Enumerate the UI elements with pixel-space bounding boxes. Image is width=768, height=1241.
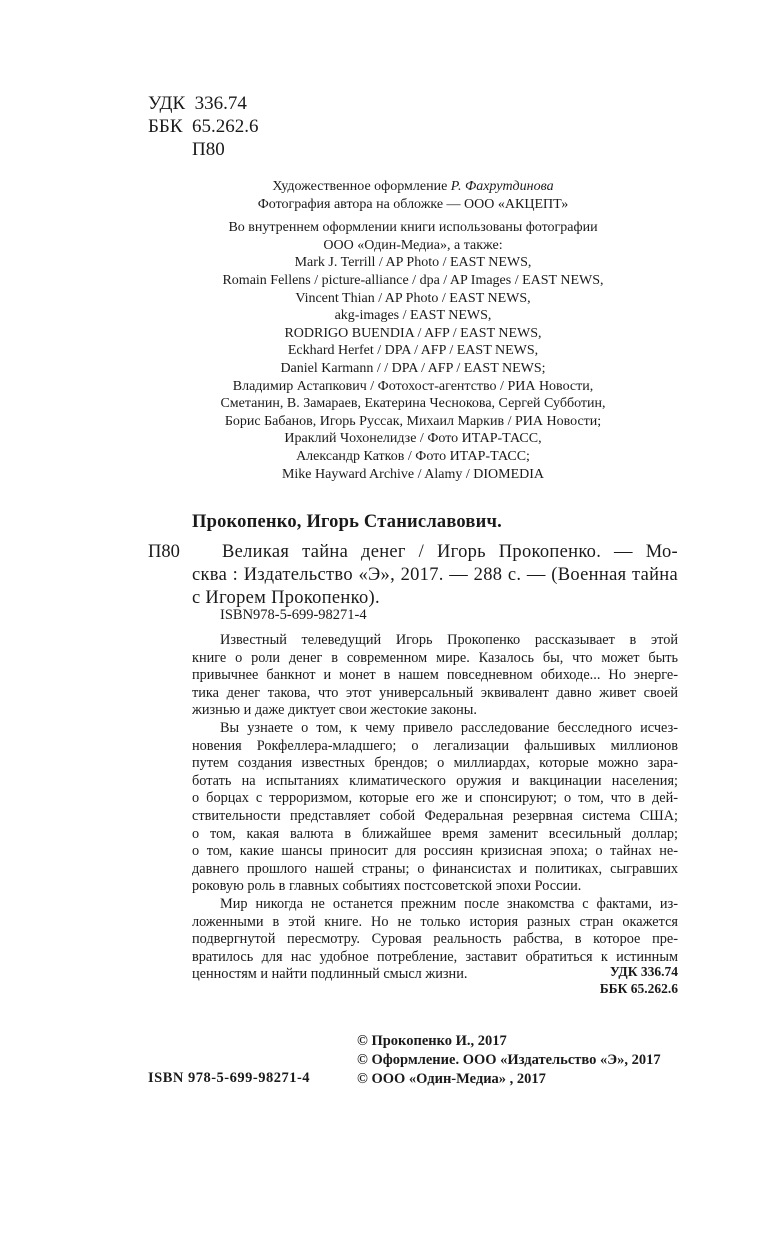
credit-line: Romain Fellens / picture-alliance / dpa / AP Images / EAST NEWS, [222,272,604,288]
catalog-title-line: сква : Издательство «Э», 2017. — 288 с. — (Военная тайна [192,565,678,585]
bbk-value: 65.262.6 [192,116,259,137]
annotation-line: подвергнутой пересмотру. Суровая реальность рабства, в которое пре- [192,931,678,948]
annotation-line: давнего прошлого нашей страны; о финансистах и политиках, сыгравших [192,860,678,877]
credit-line: Mark J. Terrill / AP Photo / EAST NEWS, [294,255,532,271]
credit-line: Ираклий Чохонелидзе / Фото ИТАР-ТАСС, [284,431,542,447]
catalog-title-line: Великая тайна денег / Игорь Прокопенко. — Мо- [222,542,678,562]
credit-line: ООО «Один-Медиа», а также: [323,237,503,253]
catalog-author: Прокопенко, Игорь Станиславович. [192,512,502,532]
credit-line: Владимир Астапкович / Фотохост-агентство / РИА Новости, [232,378,594,394]
bbk-line [148,115,259,138]
author-mark: П80 [192,139,225,160]
copyright-line: © Прокопенко И., 2017 [357,1033,507,1049]
footer-classification [600,963,678,997]
annotation-line: книге о роли денег в современном мире. Казалось бы, что может быть [192,649,678,666]
credit-line: Во внутреннем оформлении книги использованы фотографии [228,220,598,236]
copyright-block [357,1032,661,1089]
design-credit [148,178,678,196]
designer-name: Р. Фахрутдинова [450,179,554,194]
catalog-title [192,541,678,610]
annotation-line: вратилось для нас удобное потребление, заставит обратиться к истинным [192,948,678,965]
annotation-line: ботать на испытаниях климатического оружия и вакцинации населения; [192,772,678,789]
bbk-label: ББК [148,116,183,137]
annotation-line: ценностям и найти подлинный смысл жизни. [192,966,468,983]
catalog-isbn: ISBN978-5-699-98271-4 [220,607,367,623]
cover-photo-credit: Фотография автора на обложке — ООО «АКЦЕПТ» [257,196,569,212]
footer-udk: УДК 336.74 [609,964,678,979]
annotation-line: жизнью и даже диктует свои жестокие законы. [192,702,477,719]
footer-bbk: ББК 65.262.6 [599,981,678,996]
annotation-line: о том, какая валюта в ближайшее время заменит всесильный доллар; [192,825,678,842]
credit-line: Daniel Karmann / / DPA / AFP / EAST NEWS; [280,360,546,376]
credits-block [148,178,678,483]
design-prefix: Художественное оформление [272,179,448,194]
annotation-line: новения Рокфеллера-младшего; о легализации фальшивых миллионов [192,737,678,754]
annotation-line: Мир никогда не останется прежним после знакомства с фактами, из- [220,895,678,912]
udk-label: УДК [148,93,186,114]
udk-value: 336.74 [194,93,247,114]
footer-isbn: ISBN 978-5-699-98271-4 [148,1070,311,1086]
annotation-line: привычнее банкнот и монет в нашем повседневном обиходе... Но энерге- [192,667,678,684]
copyright-line: © Оформление. ООО «Издательство «Э», 2017 [357,1052,661,1068]
annotation [192,632,678,984]
credit-line: RODRIGO BUENDIA / AFP / EAST NEWS, [284,325,542,341]
annotation-line: о том, какие шансы приносит для россиян кризисная эпоха; о тайнах не- [192,843,678,860]
credit-line: Vincent Thian / AP Photo / EAST NEWS, [295,290,531,306]
annotation-line: ложенными в этой книге. Но не только история разных стран окажется [192,913,678,930]
credit-line: Александр Катков / Фото ИТАР-ТАСС; [296,448,530,464]
credit-line: Борис Бабанов, Игорь Руссак, Михаил Маркив / РИА Новости; [224,413,602,429]
catalog-title-line: с Игорем Прокопенко). [192,588,380,608]
annotation-line: о борцах с терроризмом, которые его же и спонсируют; о том, что в дей- [192,790,678,807]
annotation-line: роковую роль в главных событиях постсоветской эпохи России. [192,878,582,895]
credit-line: Сметанин, В. Замараев, Екатерина Чеснокова, Сергей Субботин, [220,396,606,412]
annotation-line: Вы узнаете о том, к чему привело расследование бесследного исчез- [220,719,678,736]
copyright-line: © ООО «Один-Медиа» , 2017 [357,1071,546,1087]
annotation-line: ствительности представляет собой Федеральная резервная система США; [192,807,678,824]
annotation-line: путем создания известных брендов; о миллиардах, которые можно зара- [192,755,678,772]
udk-line [148,92,247,115]
credit-line: Mike Hayward Archive / Alamy / DIOMEDIA [281,466,545,482]
annotation-line: Известный телеведущий Игорь Прокопенко рассказывает в этой [220,632,678,648]
credit-line: Eckhard Herfet / DPA / AFP / EAST NEWS, [287,343,539,359]
catalog-code: П80 [148,542,180,562]
annotation-line: тика денег такова, что этот универсальный эквивалент давно живет своей [192,684,678,701]
credit-line: akg-images / EAST NEWS, [334,308,492,324]
